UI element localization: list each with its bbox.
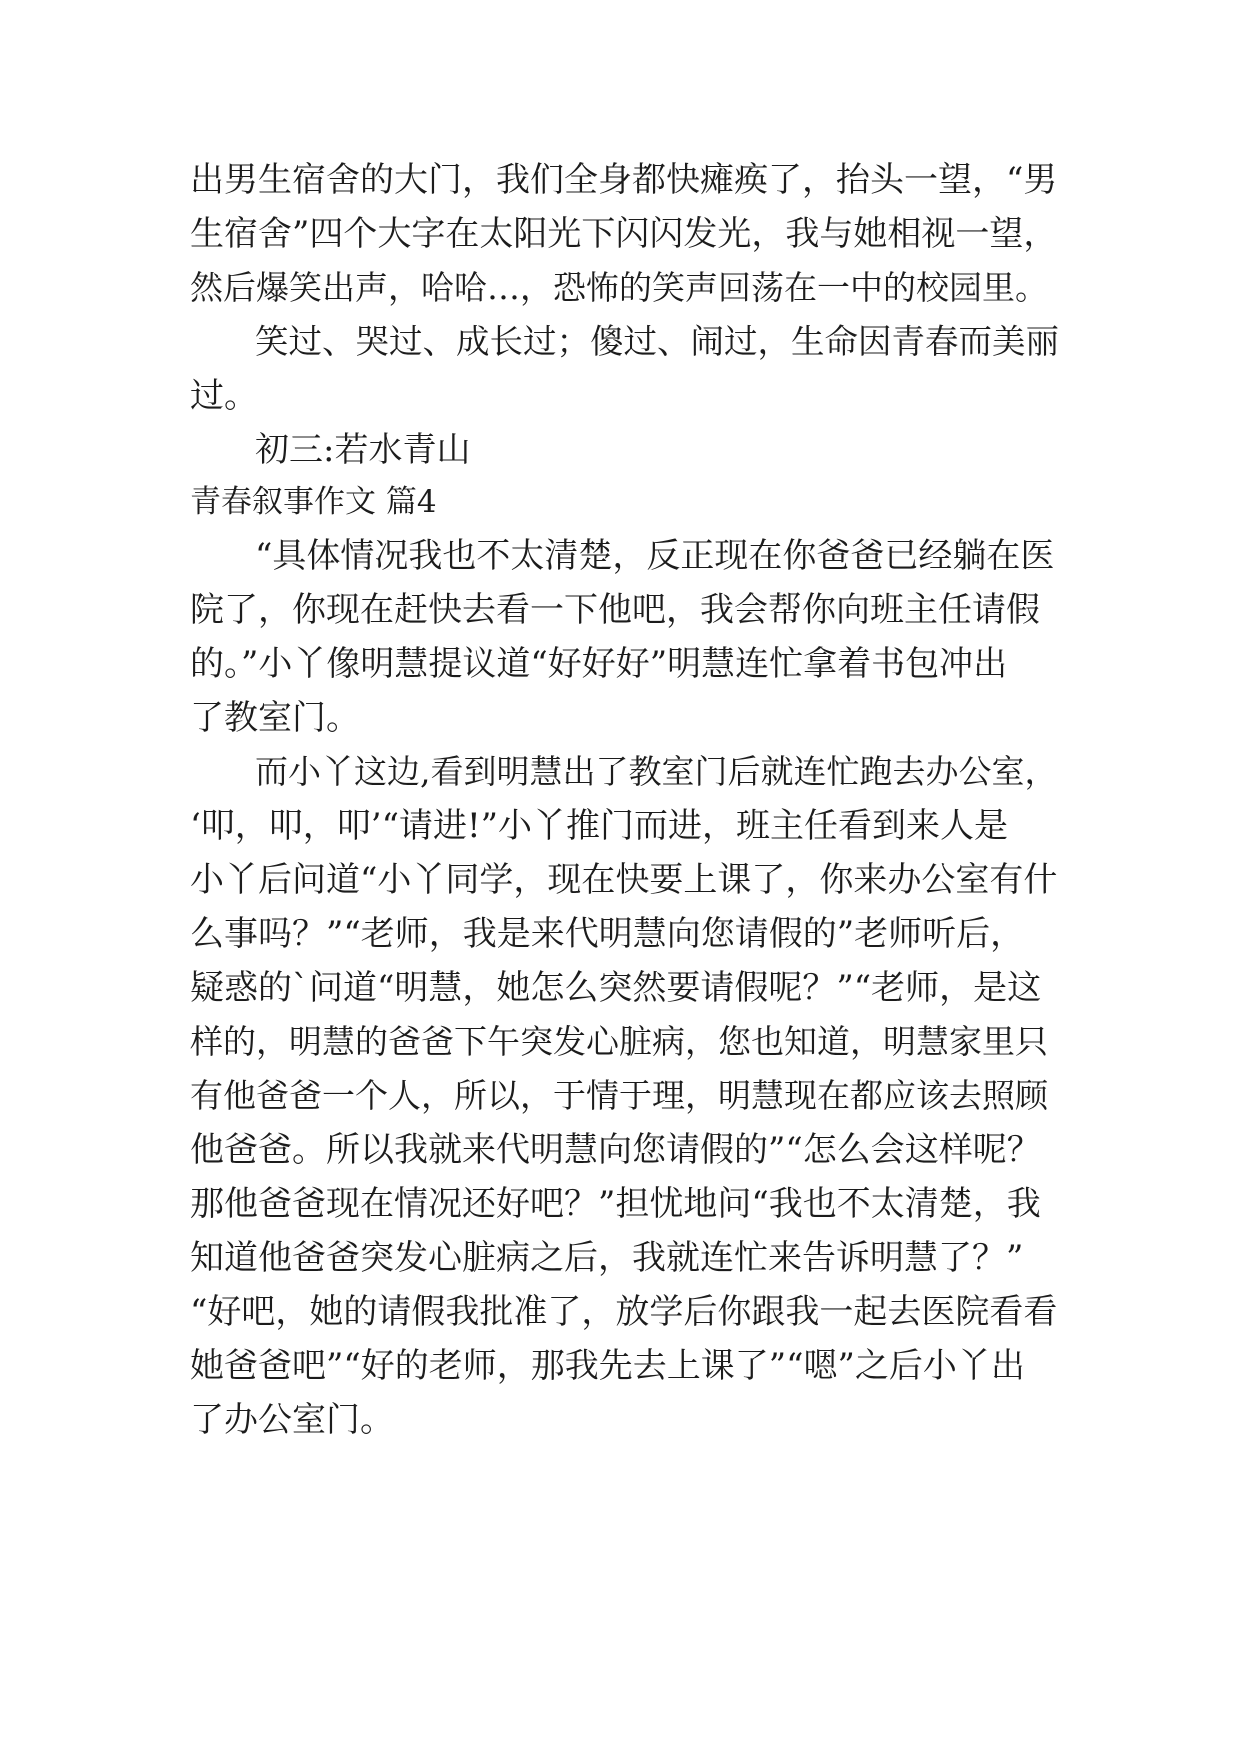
text-line: 小丫后问道“小丫同学，现在快要上课了，你来办公室有什 (190, 860, 1058, 900)
text-line: 那他爸爸现在情况还好吧？”担忧地问“我也不太清楚，我 (190, 1184, 1041, 1224)
text-line: 出男生宿舍的大门，我们全身都快瘫痪了，抬头一望，“男 (190, 160, 1058, 200)
text-line: 生宿舍”四个大字在太阳光下闪闪发光，我与她相视一望， (190, 214, 1058, 254)
paragraph-first-line: 而小丫这边,看到明慧出了教室门后就连忙跑去办公室， (255, 752, 1058, 791)
text-line: 过。 (190, 376, 258, 416)
text-line: ‘叩，叩，叩’“请进!”小丫推门而进，班主任看到来人是 (190, 806, 1009, 846)
text-line: 的。”小丫像明慧提议道“好好好”明慧连忙拿着书包冲出 (190, 644, 1008, 684)
text-line: 样的，明慧的爸爸下午突发心脏病，您也知道，明慧家里只 (190, 1022, 1048, 1061)
text-line: 么事吗？”“老师，我是来代明慧向您请假的”老师听后， (190, 914, 1025, 954)
text-line: 有他爸爸一个人，所以，于情于理，明慧现在都应该去照顾 (190, 1076, 1048, 1115)
text-line: 院了，你现在赶快去看一下他吧，我会帮你向班主任请假 (190, 590, 1040, 630)
text-line: 她爸爸吧”“好的老师，那我先去上课了”“嗯”之后小丫出 (190, 1346, 1025, 1386)
text-line: 了办公室门。 (190, 1400, 394, 1440)
paragraph-first-line: 笑过、哭过、成长过；傻过、闹过，生命因青春而美丽 (255, 322, 1059, 361)
text-line: 然后爆笑出声，哈哈…，恐怖的笑声回荡在一中的校园里。 (190, 268, 1048, 307)
text-line: 了教室门。 (190, 698, 360, 738)
text-line: 知道他爸爸突发心脏病之后，我就连忙来告诉明慧了？” (190, 1238, 1024, 1278)
text-line: “好吧，她的请假我批准了，放学后你跟我一起去医院看看 (190, 1292, 1058, 1332)
paragraph-first-line: “具体情况我也不太清楚，反正现在你爸爸已经躺在医 (255, 536, 1055, 576)
section-heading: 青春叙事作文 篇4 (190, 484, 437, 520)
text-line: 疑惑的`问道“明慧，她怎么突然要请假呢？”“老师，是这 (190, 968, 1042, 1008)
text-line: 他爸爸。所以我就来代明慧向您请假的”“怎么会这样呢？ (190, 1130, 1041, 1170)
author-line: 初三:若水青山 (255, 430, 471, 470)
